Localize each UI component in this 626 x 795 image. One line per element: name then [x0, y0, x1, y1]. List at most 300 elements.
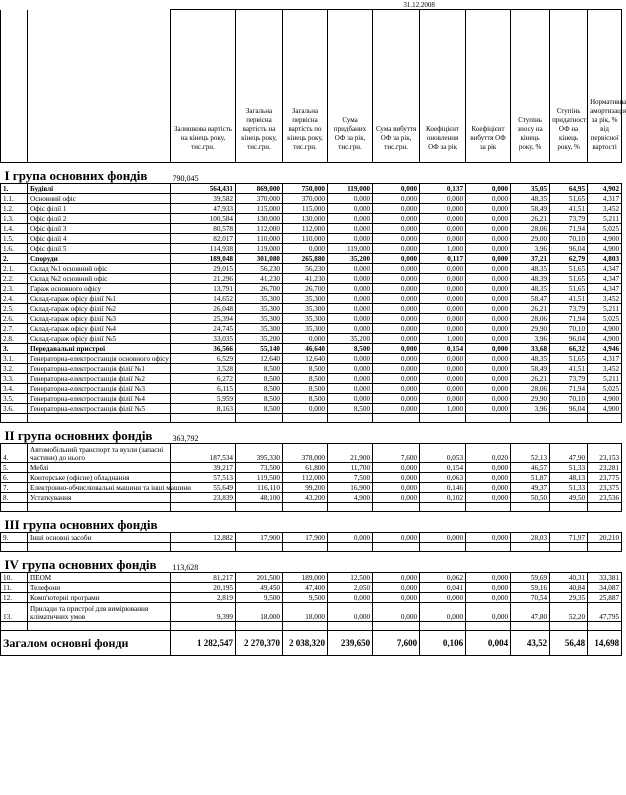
value-cell: 41,230 [236, 274, 283, 284]
table-header [1, 10, 622, 163]
value-cell: 58,47 [511, 294, 550, 304]
total-row [1, 631, 622, 656]
value-cell: 33,68 [511, 344, 550, 354]
value-cell: 0,000 [328, 234, 373, 244]
value-cell: 0,000 [466, 384, 511, 394]
total-value: 0,004 [466, 631, 511, 656]
value-cell: 0,000 [466, 204, 511, 214]
group-header-row [1, 423, 622, 444]
spacer-cell [328, 503, 373, 512]
value-cell: 4,900 [588, 234, 622, 244]
empty-cell [420, 423, 466, 444]
value-cell: 0,000 [328, 374, 373, 384]
value-cell: 35,300 [283, 304, 328, 314]
value-cell: 33,035 [171, 334, 236, 344]
spacer-row [1, 503, 622, 512]
value-cell: 41,51 [550, 364, 588, 374]
value-cell: 35,300 [236, 324, 283, 334]
value-cell: 12,640 [283, 354, 328, 364]
value-cell: 41,230 [283, 274, 328, 284]
empty-cell [588, 512, 622, 533]
value-cell: 26,700 [236, 284, 283, 294]
spacer-cell [283, 543, 328, 552]
value-cell: 3,96 [511, 244, 550, 254]
value-cell: 24,745 [171, 324, 236, 334]
value-cell: 4,900 [588, 324, 622, 334]
value-cell: 73,500 [236, 463, 283, 473]
spacer-cell [28, 414, 171, 423]
empty-cell [236, 423, 283, 444]
empty-cell [420, 512, 466, 533]
value-cell: 119,000 [328, 184, 373, 194]
row-number: 3.6. [1, 404, 28, 414]
value-cell: 0,000 [420, 314, 466, 324]
value-cell: 66,32 [550, 344, 588, 354]
value-cell: 62,79 [550, 254, 588, 264]
table-row [1, 244, 622, 254]
value-cell: 0,000 [466, 364, 511, 374]
group-value: 363,792 [171, 423, 236, 444]
value-cell: 6,272 [171, 374, 236, 384]
value-cell: 0,000 [420, 593, 466, 603]
value-cell: 0,154 [420, 463, 466, 473]
value-cell: 0,000 [328, 384, 373, 394]
value-cell: 0,000 [466, 324, 511, 334]
value-cell: 8,500 [283, 394, 328, 404]
value-cell: 0,000 [373, 334, 420, 344]
value-cell: 4,900 [328, 493, 373, 503]
value-cell: 5,211 [588, 214, 622, 224]
group-value [171, 512, 236, 533]
table-row [1, 294, 622, 304]
header-cell [28, 10, 171, 163]
value-cell: 34,087 [588, 583, 622, 593]
row-number: 1.5. [1, 234, 28, 244]
value-cell: 370,000 [283, 194, 328, 204]
value-cell: 21,296 [171, 274, 236, 284]
table-row [1, 583, 622, 593]
value-cell: 40,31 [550, 573, 588, 583]
value-cell: 71,97 [550, 533, 588, 543]
row-name: Офіс філії 1 [28, 204, 171, 214]
value-cell: 0,000 [328, 593, 373, 603]
value-cell: 0,000 [466, 194, 511, 204]
value-cell: 0,000 [373, 204, 420, 214]
table-row [1, 384, 622, 394]
value-cell: 0,000 [328, 294, 373, 304]
value-cell: 189,048 [171, 254, 236, 264]
row-name: Гараж основного офісу [28, 284, 171, 294]
value-cell: 0,000 [420, 284, 466, 294]
value-cell: 47,933 [171, 204, 236, 214]
empty-cell [466, 423, 511, 444]
row-name: Офіс філії 3 [28, 224, 171, 234]
row-number: 8. [1, 493, 28, 503]
value-cell: 112,000 [236, 224, 283, 234]
value-cell: 0,000 [328, 224, 373, 234]
value-cell: 6,529 [171, 354, 236, 364]
value-cell: 48,100 [236, 493, 283, 503]
header-cell: Сума придбаних ОФ за рік, тис.грн. [328, 10, 373, 163]
row-number: 3.2. [1, 364, 28, 374]
value-cell: 55,140 [236, 344, 283, 354]
spacer-cell [236, 543, 283, 552]
value-cell: 3,528 [171, 364, 236, 374]
spacer-cell [511, 503, 550, 512]
value-cell: 4,900 [588, 404, 622, 414]
table-row [1, 284, 622, 294]
spacer-cell [550, 503, 588, 512]
value-cell: 47,80 [511, 603, 550, 622]
row-name: Устаткування [28, 493, 171, 503]
value-cell: 0,000 [373, 533, 420, 543]
value-cell: 1,000 [420, 244, 466, 254]
table-row [1, 354, 622, 364]
value-cell: 0,000 [466, 244, 511, 254]
value-cell: 0,000 [373, 394, 420, 404]
value-cell: 0,000 [420, 394, 466, 404]
value-cell: 70,54 [511, 593, 550, 603]
value-cell: 35,05 [511, 184, 550, 194]
value-cell: 51,33 [550, 483, 588, 493]
row-number: 1.3. [1, 214, 28, 224]
value-cell: 0,000 [466, 294, 511, 304]
value-cell: 0,146 [420, 483, 466, 493]
value-cell: 1,000 [420, 404, 466, 414]
row-name: Офіс філії 4 [28, 234, 171, 244]
header-cell: Сума вибуття ОФ за рік, тис.грн. [373, 10, 420, 163]
total-value: 2 270,370 [236, 631, 283, 656]
value-cell: 0,000 [466, 583, 511, 593]
table-row [1, 324, 622, 334]
value-cell: 35,300 [236, 314, 283, 324]
table-row [1, 234, 622, 244]
value-cell: 116,110 [236, 483, 283, 493]
empty-cell [328, 552, 373, 573]
spacer-cell [466, 543, 511, 552]
value-cell: 0,000 [466, 344, 511, 354]
header-cell [1, 10, 28, 163]
table-row [1, 593, 622, 603]
spacer-cell [283, 503, 328, 512]
value-cell: 48,35 [511, 284, 550, 294]
value-cell: 0,000 [420, 274, 466, 284]
value-cell: 48,35 [511, 264, 550, 274]
value-cell: 51,65 [550, 284, 588, 294]
value-cell: 82,017 [171, 234, 236, 244]
value-cell: 49,50 [550, 493, 588, 503]
row-name: Електронно-обчислювальні машини та інші машини [28, 483, 171, 493]
spacer-cell [420, 503, 466, 512]
value-cell: 750,000 [283, 184, 328, 194]
value-cell: 28,06 [511, 314, 550, 324]
value-cell: 0,000 [328, 533, 373, 543]
value-cell: 0,000 [466, 264, 511, 274]
spacer-cell [588, 503, 622, 512]
row-name: Інші основні засоби [28, 533, 171, 543]
value-cell: 20,210 [588, 533, 622, 543]
spacer-cell [420, 543, 466, 552]
value-cell: 0,000 [466, 184, 511, 194]
empty-cell [283, 552, 328, 573]
spacer-cell [171, 414, 236, 423]
value-cell: 0,000 [466, 463, 511, 473]
empty-cell [550, 423, 588, 444]
value-cell: 23,281 [588, 463, 622, 473]
value-cell: 119,000 [236, 244, 283, 254]
empty-cell [511, 552, 550, 573]
empty-cell [283, 163, 328, 184]
value-cell: 17,900 [236, 533, 283, 543]
value-cell: 0,000 [466, 314, 511, 324]
value-cell: 0,000 [373, 473, 420, 483]
row-name: Передавальні пристрої [28, 344, 171, 354]
spacer-cell [328, 414, 373, 423]
empty-cell [588, 552, 622, 573]
spacer-cell [1, 414, 28, 423]
value-cell: 0,000 [328, 204, 373, 214]
spacer-cell [373, 414, 420, 423]
value-cell: 9,500 [236, 593, 283, 603]
row-name: Склад-гараж офісу філії №2 [28, 304, 171, 314]
value-cell: 50,50 [511, 493, 550, 503]
value-cell: 46,640 [283, 344, 328, 354]
table-row [1, 204, 622, 214]
value-cell: 0,000 [466, 404, 511, 414]
value-cell: 99,200 [283, 483, 328, 493]
row-name: Основний офіс [28, 194, 171, 204]
value-cell: 29,015 [171, 264, 236, 274]
value-cell: 96,04 [550, 244, 588, 254]
table-row [1, 444, 622, 463]
value-cell: 0,000 [373, 354, 420, 364]
value-cell: 71,94 [550, 314, 588, 324]
value-cell: 52,20 [550, 603, 588, 622]
row-name: Офіс філії 5 [28, 244, 171, 254]
value-cell: 41,51 [550, 294, 588, 304]
spacer-cell [373, 503, 420, 512]
total-value: 239,650 [328, 631, 373, 656]
value-cell: 35,200 [236, 334, 283, 344]
value-cell: 70,10 [550, 234, 588, 244]
spacer-cell [511, 414, 550, 423]
row-name: Генераторна-електростанція філії №4 [28, 394, 171, 404]
row-number: 1.1. [1, 194, 28, 204]
value-cell: 28,03 [511, 533, 550, 543]
value-cell: 80,578 [171, 224, 236, 234]
total-value: 2 038,320 [283, 631, 328, 656]
spacer-cell [588, 622, 622, 631]
empty-cell [466, 512, 511, 533]
value-cell: 26,21 [511, 374, 550, 384]
value-cell: 0,000 [373, 294, 420, 304]
value-cell: 0,000 [466, 603, 511, 622]
row-name: Склад-гараж офісу філії №3 [28, 314, 171, 324]
value-cell: 100,584 [171, 214, 236, 224]
value-cell: 0,000 [466, 533, 511, 543]
value-cell: 48,13 [550, 473, 588, 483]
value-cell: 0,000 [373, 214, 420, 224]
value-cell: 47,400 [283, 583, 328, 593]
table-row [1, 314, 622, 324]
report-date: 31.12.2008 [403, 1, 435, 9]
row-name: Генераторна-електростанція основного офісу [28, 354, 171, 364]
empty-cell [283, 423, 328, 444]
value-cell: 0,000 [466, 334, 511, 344]
group-value: 113,628 [171, 552, 236, 573]
value-cell: 0,000 [466, 573, 511, 583]
value-cell: 8,500 [236, 384, 283, 394]
value-cell: 9,500 [283, 593, 328, 603]
row-number: 3.5. [1, 394, 28, 404]
row-number: 3.4. [1, 384, 28, 394]
table-row [1, 533, 622, 543]
value-cell: 29,35 [550, 593, 588, 603]
value-cell: 0,000 [466, 483, 511, 493]
spacer-cell [171, 622, 236, 631]
value-cell: 33,381 [588, 573, 622, 583]
header-cell: Коефіцієнт оновлення ОФ за рік [420, 10, 466, 163]
group-header-row [1, 512, 622, 533]
row-name: ПЕОМ [28, 573, 171, 583]
empty-cell [550, 163, 588, 184]
value-cell: 23,536 [588, 493, 622, 503]
value-cell: 25,394 [171, 314, 236, 324]
empty-cell [373, 163, 420, 184]
value-cell: 0,000 [328, 194, 373, 204]
spacer-cell [373, 622, 420, 631]
value-cell: 119,500 [236, 473, 283, 483]
value-cell: 0,000 [373, 194, 420, 204]
group-title: ІV група основних фондів [1, 552, 171, 573]
value-cell: 36,566 [171, 344, 236, 354]
value-cell: 48,35 [511, 194, 550, 204]
value-cell: 201,500 [236, 573, 283, 583]
value-cell: 4,946 [588, 344, 622, 354]
empty-cell [588, 163, 622, 184]
value-cell: 17,900 [283, 533, 328, 543]
value-cell: 96,04 [550, 334, 588, 344]
spacer-cell [171, 503, 236, 512]
value-cell: 61,800 [283, 463, 328, 473]
value-cell: 0,000 [373, 364, 420, 374]
row-name: Генераторна-електростанція філії №2 [28, 374, 171, 384]
value-cell: 3,452 [588, 364, 622, 374]
value-cell: 14,652 [171, 294, 236, 304]
row-number: 2.7. [1, 324, 28, 334]
value-cell: 110,000 [283, 234, 328, 244]
value-cell: 0,000 [373, 184, 420, 194]
value-cell: 56,230 [236, 264, 283, 274]
value-cell: 35,300 [236, 304, 283, 314]
value-cell: 0,000 [328, 354, 373, 364]
empty-cell [466, 163, 511, 184]
value-cell: 0,000 [373, 573, 420, 583]
value-cell: 0,000 [420, 194, 466, 204]
row-name: Склад №1 основний офіс [28, 264, 171, 274]
spacer-cell [466, 503, 511, 512]
value-cell: 0,000 [373, 603, 420, 622]
value-cell: 4,347 [588, 284, 622, 294]
value-cell: 51,65 [550, 194, 588, 204]
value-cell: 35,300 [283, 294, 328, 304]
row-number: 4. [1, 444, 28, 463]
value-cell: 21,900 [328, 444, 373, 463]
spacer-cell [1, 622, 28, 631]
empty-cell [236, 512, 283, 533]
value-cell: 0,000 [466, 254, 511, 264]
value-cell: 7,600 [373, 444, 420, 463]
value-cell: 4,317 [588, 194, 622, 204]
row-name: Офіс філії 2 [28, 214, 171, 224]
row-number: 2.3. [1, 284, 28, 294]
value-cell: 8,163 [171, 404, 236, 414]
spacer-cell [28, 543, 171, 552]
value-cell: 0,000 [373, 274, 420, 284]
total-value: 1 282,547 [171, 631, 236, 656]
value-cell: 0,000 [420, 324, 466, 334]
value-cell: 4,317 [588, 354, 622, 364]
value-cell: 0,000 [328, 394, 373, 404]
value-cell: 0,000 [466, 214, 511, 224]
value-cell: 0,000 [328, 364, 373, 374]
value-cell: 0,000 [328, 274, 373, 284]
total-value: 7,600 [373, 631, 420, 656]
empty-cell [420, 552, 466, 573]
total-label: Загалом основні фонди [1, 631, 171, 656]
value-cell: 0,000 [420, 224, 466, 234]
empty-cell [511, 163, 550, 184]
empty-cell [236, 163, 283, 184]
value-cell: 23,153 [588, 444, 622, 463]
value-cell: 0,000 [420, 204, 466, 214]
header-cell: Коефіцієнт вибуття ОФ за рік [466, 10, 511, 163]
table-row [1, 493, 622, 503]
value-cell: 58,49 [511, 204, 550, 214]
value-cell: 59,16 [511, 583, 550, 593]
table-row [1, 483, 622, 493]
value-cell: 0,000 [420, 214, 466, 224]
value-cell: 0,000 [466, 593, 511, 603]
value-cell: 35,200 [328, 334, 373, 344]
spacer-cell [550, 622, 588, 631]
table-row [1, 224, 622, 234]
spacer-cell [420, 414, 466, 423]
value-cell: 3,96 [511, 334, 550, 344]
spacer-cell [588, 414, 622, 423]
row-number: 2.5. [1, 304, 28, 314]
value-cell: 26,21 [511, 214, 550, 224]
empty-cell [550, 552, 588, 573]
value-cell: 3,452 [588, 294, 622, 304]
value-cell: 48,39 [511, 274, 550, 284]
total-value: 56,48 [550, 631, 588, 656]
value-cell: 2,819 [171, 593, 236, 603]
empty-cell [328, 163, 373, 184]
value-cell: 16,900 [328, 483, 373, 493]
value-cell: 378,000 [283, 444, 328, 463]
value-cell: 0,000 [328, 314, 373, 324]
value-cell: 395,330 [236, 444, 283, 463]
row-number: 2.1. [1, 264, 28, 274]
group-header-row [1, 552, 622, 573]
spacer-cell [283, 414, 328, 423]
value-cell: 4,803 [588, 254, 622, 264]
value-cell: 51,65 [550, 354, 588, 364]
value-cell: 49,37 [511, 483, 550, 493]
value-cell: 0,000 [466, 234, 511, 244]
row-name: Генераторна-електростанція філії №1 [28, 364, 171, 374]
